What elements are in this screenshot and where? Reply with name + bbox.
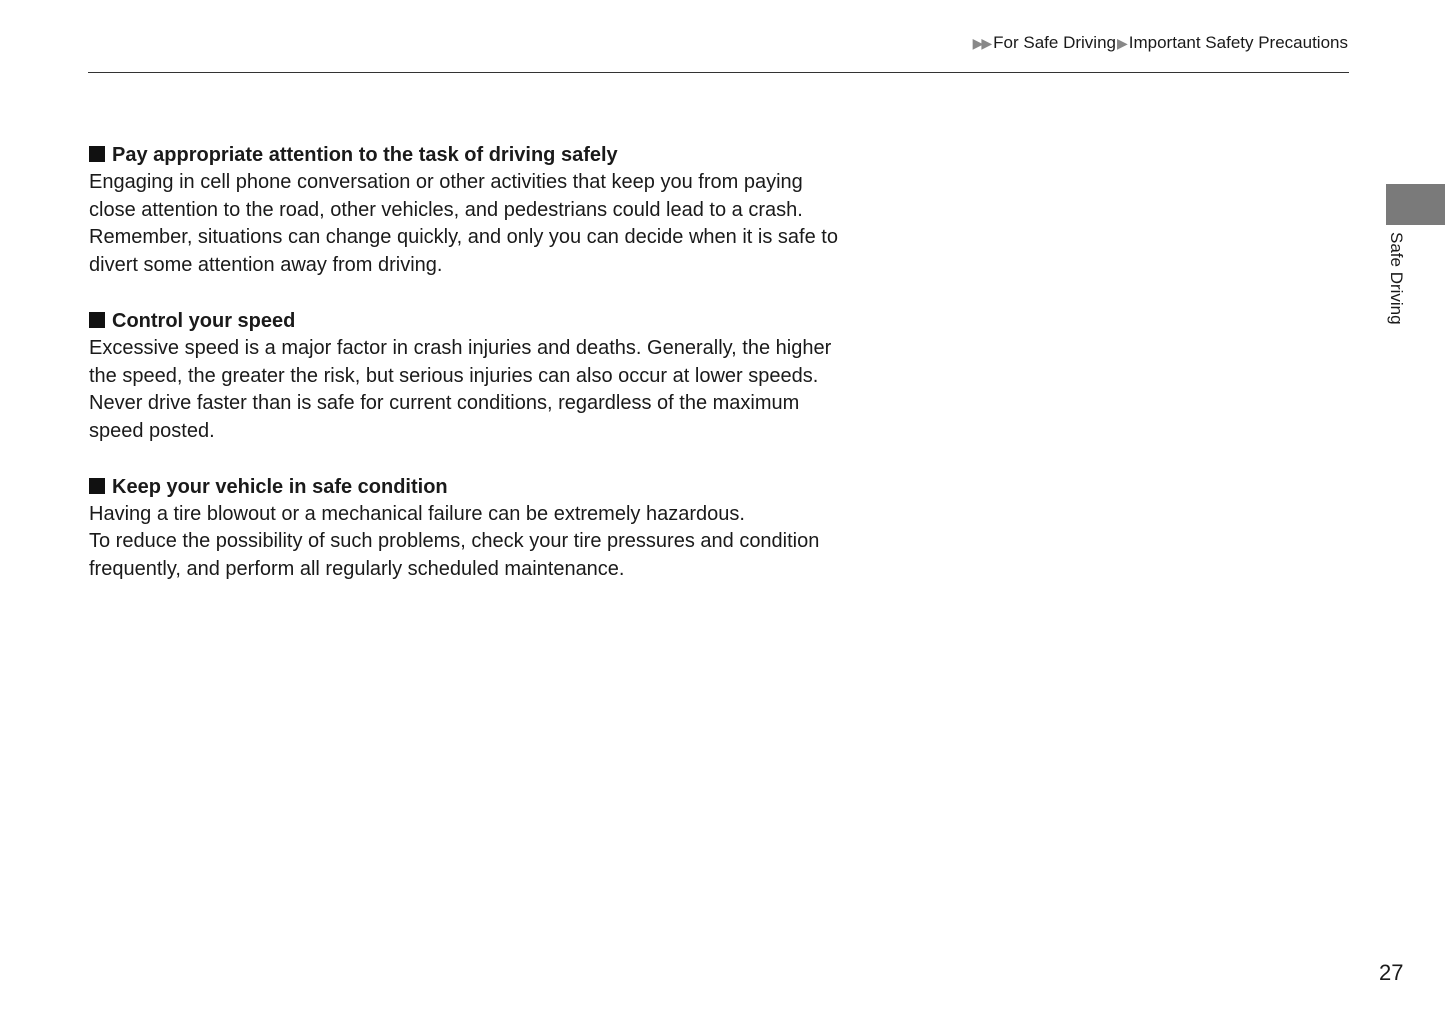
section-body	[89, 169, 869, 280]
body-line: Never drive faster than is safe for current conditions, regardless of the maximum	[89, 392, 800, 415]
body-line: frequently, and perform all regularly scheduled maintenance.	[89, 558, 625, 581]
breadcrumb	[973, 33, 1348, 53]
body-line: Excessive speed is a major factor in crash injuries and deaths. Generally, the higher	[89, 336, 832, 359]
body-line: Engaging in cell phone conversation or other activities that keep you from paying	[89, 171, 803, 193]
section-heading	[89, 473, 869, 501]
chapter-tab-label: Safe Driving	[1387, 232, 1406, 325]
section-speed	[89, 307, 869, 446]
section-heading	[89, 141, 869, 169]
section-attention	[89, 141, 869, 280]
section-heading-text: Pay appropriate attention to the task of driving safely	[112, 144, 618, 166]
body-line: Having a tire blowout or a mechanical failure can be extremely hazardous.	[89, 502, 745, 525]
right-triangle-icon: ▶	[1116, 35, 1128, 51]
body-line: Remember, situations can change quickly, and only you can decide when it is safe to	[89, 226, 838, 249]
section-body	[89, 335, 869, 446]
section-vehicle-condition	[89, 473, 869, 584]
section-heading-text: Keep your vehicle in safe condition	[112, 475, 448, 498]
body-line: To reduce the possibility of such problems, check your tire pressures and condition	[89, 530, 820, 553]
body-line: divert some attention away from driving.	[89, 254, 443, 277]
section-body	[89, 501, 869, 584]
breadcrumb-item-for-safe-driving[interactable]: For Safe Driving	[993, 33, 1116, 52]
square-bullet-icon	[89, 146, 105, 162]
section-heading	[89, 307, 869, 335]
double-right-triangle-icon: ▶▶	[972, 35, 991, 51]
body-line: the speed, the greater the risk, but serious injuries can also occur at lower speeds.	[89, 364, 819, 387]
chapter-tab[interactable]	[1386, 184, 1445, 225]
body-line: speed posted.	[89, 419, 215, 442]
breadcrumb-item-important-safety-precautions[interactable]: Important Safety Precautions	[1128, 33, 1348, 52]
section-heading-text: Control your speed	[112, 309, 296, 332]
page-number: 27	[1379, 960, 1404, 985]
square-bullet-icon	[89, 478, 105, 494]
square-bullet-icon	[89, 312, 105, 328]
page-content	[89, 141, 869, 611]
header-divider	[88, 72, 1349, 73]
body-line: close attention to the road, other vehicles, and pedestrians could lead to a crash.	[89, 198, 803, 221]
